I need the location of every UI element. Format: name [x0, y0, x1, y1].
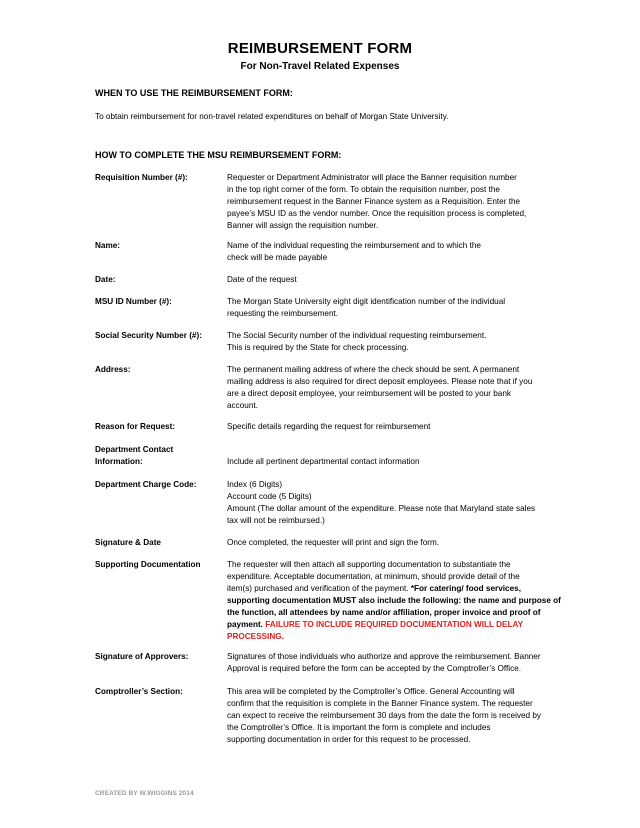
field-description — [227, 421, 567, 433]
desc-line: Amount (The dollar amount of the expenditure. Please note that Maryland state sales — [227, 504, 536, 513]
field-label: MSU ID Number (#): — [95, 297, 172, 306]
desc-line: Once completed, the requester will print and sign the form. — [227, 538, 440, 547]
desc-line: Index (6 Digits) — [227, 480, 283, 489]
desc-line: can expect to receive the reimbursement 30 days from the date the form is received by — [227, 711, 542, 720]
desc-bold-text: payment. — [227, 620, 266, 629]
field-label: Name: — [95, 241, 121, 250]
field-label — [95, 444, 220, 468]
desc-line: the function, all attendees by name and/or affiliation, proper invoice and proof of — [227, 608, 541, 617]
desc-text: item(s) purchased and verification of the payment. — [227, 584, 411, 593]
desc-line: This area will be completed by the Comptroller’s Office. General Accounting will — [227, 687, 515, 696]
desc-line: tax will not be reimbursed.) — [227, 516, 325, 525]
field-label: Date: — [95, 275, 116, 284]
desc-line: requesting the reimbursement. — [227, 309, 339, 318]
desc-bold-text: *For catering/ food services, — [410, 584, 521, 593]
desc-line: Include all pertinent departmental contact information — [227, 457, 420, 466]
when-text: To obtain reimbursement for non-travel related expenditures on behalf of Morgan State University. — [95, 112, 449, 121]
desc-line: check will be made payable — [227, 253, 328, 262]
field-label: Signature & Date — [95, 538, 161, 547]
desc-line: Banner will assign the requisition number. — [227, 221, 379, 230]
desc-line: Account code (5 Digits) — [227, 492, 312, 501]
desc-line: payee’s MSU ID as the vendor number. Once the requisition process is completed, — [227, 209, 527, 218]
field-description — [227, 172, 567, 232]
field-description — [227, 364, 567, 412]
desc-line: in the top right corner of the form. To obtain the requisition number, post the — [227, 185, 500, 194]
desc-line: supporting documentation in order for this request to be processed. — [227, 735, 471, 744]
field-description — [227, 651, 567, 675]
field-description — [227, 559, 567, 643]
when-heading: WHEN TO USE THE REIMBURSEMENT FORM: — [95, 88, 293, 98]
field-label: Reason for Request: — [95, 422, 176, 431]
field-description — [227, 296, 567, 320]
field-label: Address: — [95, 365, 131, 374]
desc-line: Specific details regarding the request for reimbursement — [227, 422, 431, 431]
desc-line: Name of the individual requesting the reimbursement and to which the — [227, 241, 481, 250]
label-line: Department Contact — [95, 445, 174, 454]
desc-line: Requester or Department Administrator will place the Banner requisition number — [227, 173, 517, 182]
desc-line: mailing address is also required for direct deposit employees. Please note that if you — [227, 377, 533, 386]
desc-line — [227, 619, 567, 631]
how-heading: HOW TO COMPLETE THE MSU REIMBURSEMENT FORM: — [95, 150, 342, 160]
desc-line: supporting documentation MUST also include the following: the name and purpose of — [227, 596, 561, 605]
field-label: Signature of Approvers: — [95, 652, 189, 661]
field-description — [227, 479, 567, 527]
label-line: Information: — [95, 457, 143, 466]
field-description — [227, 240, 567, 264]
desc-line: Signatures of those individuals who authorize and approve the reimbursement. Banner — [227, 652, 541, 661]
field-description — [227, 330, 567, 354]
desc-line — [227, 583, 567, 595]
field-label: Social Security Number (#): — [95, 331, 202, 340]
desc-line: The permanent mailing address of where the check should be sent. A permanent — [227, 365, 520, 374]
footer-credit: CREATED BY W.WIGGINS 2014 — [95, 790, 194, 797]
form-subtitle: For Non-Travel Related Expenses — [240, 61, 400, 72]
field-description — [227, 456, 567, 468]
desc-line: account. — [227, 401, 258, 410]
desc-line: expenditure. Acceptable documentation, at minimum, should provide detail of the — [227, 572, 520, 581]
desc-line: This is required by the State for check processing. — [227, 343, 409, 352]
desc-line: The requester will then attach all supporting documentation to substantiate the — [227, 560, 511, 569]
field-description — [227, 537, 567, 549]
desc-line: are a direct deposit employee, your reimbursement will be posted to your bank — [227, 389, 511, 398]
desc-line: confirm that the requisition is complete in the Banner Finance system. The requester — [227, 699, 533, 708]
warning-text: FAILURE TO INCLUDE REQUIRED DOCUMENTATION WILL DELAY — [265, 620, 524, 629]
desc-line: The Morgan State University eight digit identification number of the individual — [227, 297, 506, 306]
field-description — [227, 686, 567, 746]
desc-line: Date of the request — [227, 275, 297, 284]
form-title: REIMBURSEMENT FORM — [227, 40, 413, 57]
warning-text: PROCESSING. — [227, 632, 284, 641]
desc-line: The Social Security number of the individual requesting reimbursement. — [227, 331, 487, 340]
desc-line: the Comptroller’s Office. It is important the form is complete and includes — [227, 723, 491, 732]
field-label: Supporting Documentation — [95, 560, 201, 569]
field-label: Comptroller’s Section: — [95, 687, 183, 696]
field-label: Department Charge Code: — [95, 480, 197, 489]
desc-line: Approval is required before the form can be accepted by the Comptroller’s Office. — [227, 664, 521, 673]
field-description — [227, 274, 567, 286]
field-label: Requisition Number (#): — [95, 173, 188, 182]
desc-line: reimbursement request in the Banner Finance system as a Requisition. Enter the — [227, 197, 521, 206]
